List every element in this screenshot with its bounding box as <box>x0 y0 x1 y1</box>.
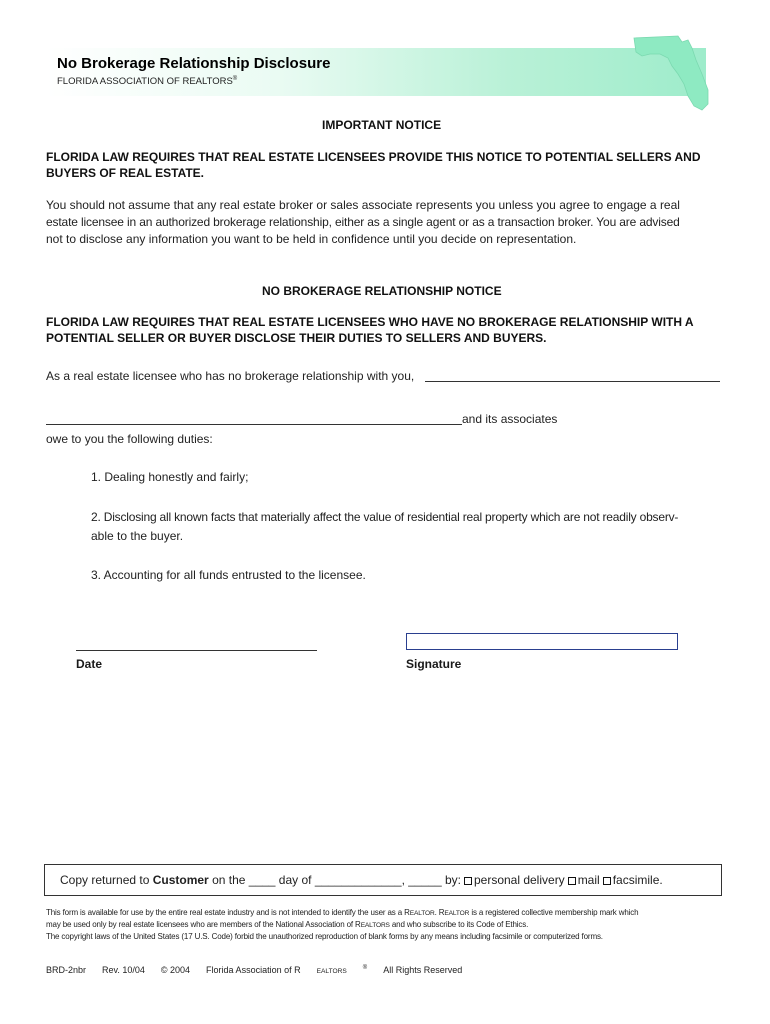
customer-text: Customer <box>152 873 209 887</box>
disclaimer-line-3: The copyright laws of the United States (17 U.S. Code) forbid the unauthorized reproduction of blank forms by any means including facsimile or computerized forms. <box>46 932 603 941</box>
duty-3: 3. Accounting for all funds entrusted to the licensee. <box>91 568 366 582</box>
licensee-intro: As a real estate licensee who has no brokerage relationship with you, <box>46 369 415 383</box>
org-smallcaps: EALTORS <box>316 968 347 975</box>
associates-text: and its associates <box>462 412 558 426</box>
facsimile-checkbox[interactable] <box>603 877 611 885</box>
registered-mark: ® <box>232 76 238 82</box>
duty-2-line-2: able to the buyer. <box>91 529 184 543</box>
copyright: © 2004 <box>160 965 191 975</box>
licensee-name-field[interactable] <box>425 381 720 382</box>
org-text: Florida Association of R <box>206 965 301 975</box>
personal-delivery-label: personal delivery <box>473 873 565 887</box>
copy-prefix: Copy returned to <box>60 873 153 887</box>
copy-date-text: on the ____ day of _____________, _____ by: <box>208 873 461 887</box>
footer-row <box>46 965 478 975</box>
disclaimer-text: This form is available for use by the entire real estate industry and is not intended to identify the user as a <box>46 908 405 917</box>
disclaimer-text: is a registered collective membership mark which <box>469 908 639 917</box>
notice-law-line-2: POTENTIAL SELLER OR BUYER DISCLOSE THEIR DUTIES TO SELLERS AND BUYERS. <box>46 331 547 345</box>
realtor-initial: R <box>438 908 445 917</box>
important-body-line-3: not to disclose any information you want to be held in confidence until you decide on representation. <box>46 232 577 246</box>
mail-label: mail <box>577 873 600 887</box>
disclaimer-text: and who subscribe to its Code of Ethics. <box>389 920 529 929</box>
subtitle-text: FLORIDA ASSOCIATION OF REALTORS <box>57 76 233 88</box>
disclaimer-text: . <box>434 908 439 917</box>
mail-checkbox[interactable] <box>568 877 576 885</box>
realtor-smallcaps: EALTOR <box>444 910 470 917</box>
realtor-smallcaps: EALTOR <box>409 910 435 917</box>
date-label: Date <box>76 657 103 671</box>
signature-field[interactable] <box>406 633 678 650</box>
important-body-line-1: You should not assume that any real estate broker or sales associate represents you unless you agree to engage a real <box>46 198 680 212</box>
important-law-line-2: BUYERS OF REAL ESTATE. <box>46 166 205 180</box>
realtor-initial: R <box>355 920 361 929</box>
org-registered-mark: ® <box>362 965 368 971</box>
important-notice-heading: IMPORTANT NOTICE <box>322 118 442 132</box>
facsimile-label: facsimile. <box>612 873 663 887</box>
florida-state-icon <box>632 34 712 112</box>
notice-law-line-1: FLORIDA LAW REQUIRES THAT REAL ESTATE LICENSEES WHO HAVE NO BROKERAGE RELATIONSHIP WITH A <box>46 315 694 329</box>
revision: Rev. 10/04 <box>102 965 145 975</box>
duty-1: 1. Dealing honestly and fairly; <box>91 470 249 484</box>
signature-label: Signature <box>406 657 462 671</box>
form-code: BRD-2nbr <box>46 965 87 975</box>
no-brokerage-heading: NO BROKERAGE RELATIONSHIP NOTICE <box>262 284 502 298</box>
form-subtitle <box>57 76 237 87</box>
owe-duties-text: owe to you the following duties: <box>46 432 213 446</box>
personal-delivery-checkbox[interactable] <box>464 877 472 885</box>
form-title: No Brokerage Relationship Disclosure <box>57 55 331 72</box>
rights: All Rights Reserved <box>383 965 463 975</box>
realtor-initial: R <box>404 908 410 917</box>
date-field[interactable] <box>76 650 317 651</box>
important-body-line-2: estate licensee in an authorized brokerage relationship, either as a single agent or as a transaction broker. You are advised <box>46 215 680 229</box>
duty-2-line-1: 2. Disclosing all known facts that materially affect the value of residential real property which are not readily observ- <box>91 510 679 524</box>
disclaimer-text: may be used only by real estate licensees who are members of the National Association of <box>46 920 356 929</box>
important-law-line-1: FLORIDA LAW REQUIRES THAT REAL ESTATE LICENSEES PROVIDE THIS NOTICE TO POTENTIAL SELLERS AND <box>46 150 701 164</box>
realtors-smallcaps: EALTORS <box>360 922 390 929</box>
copy-returned-text <box>60 873 663 887</box>
brokerage-name-field[interactable] <box>46 424 462 425</box>
organization <box>206 965 367 975</box>
